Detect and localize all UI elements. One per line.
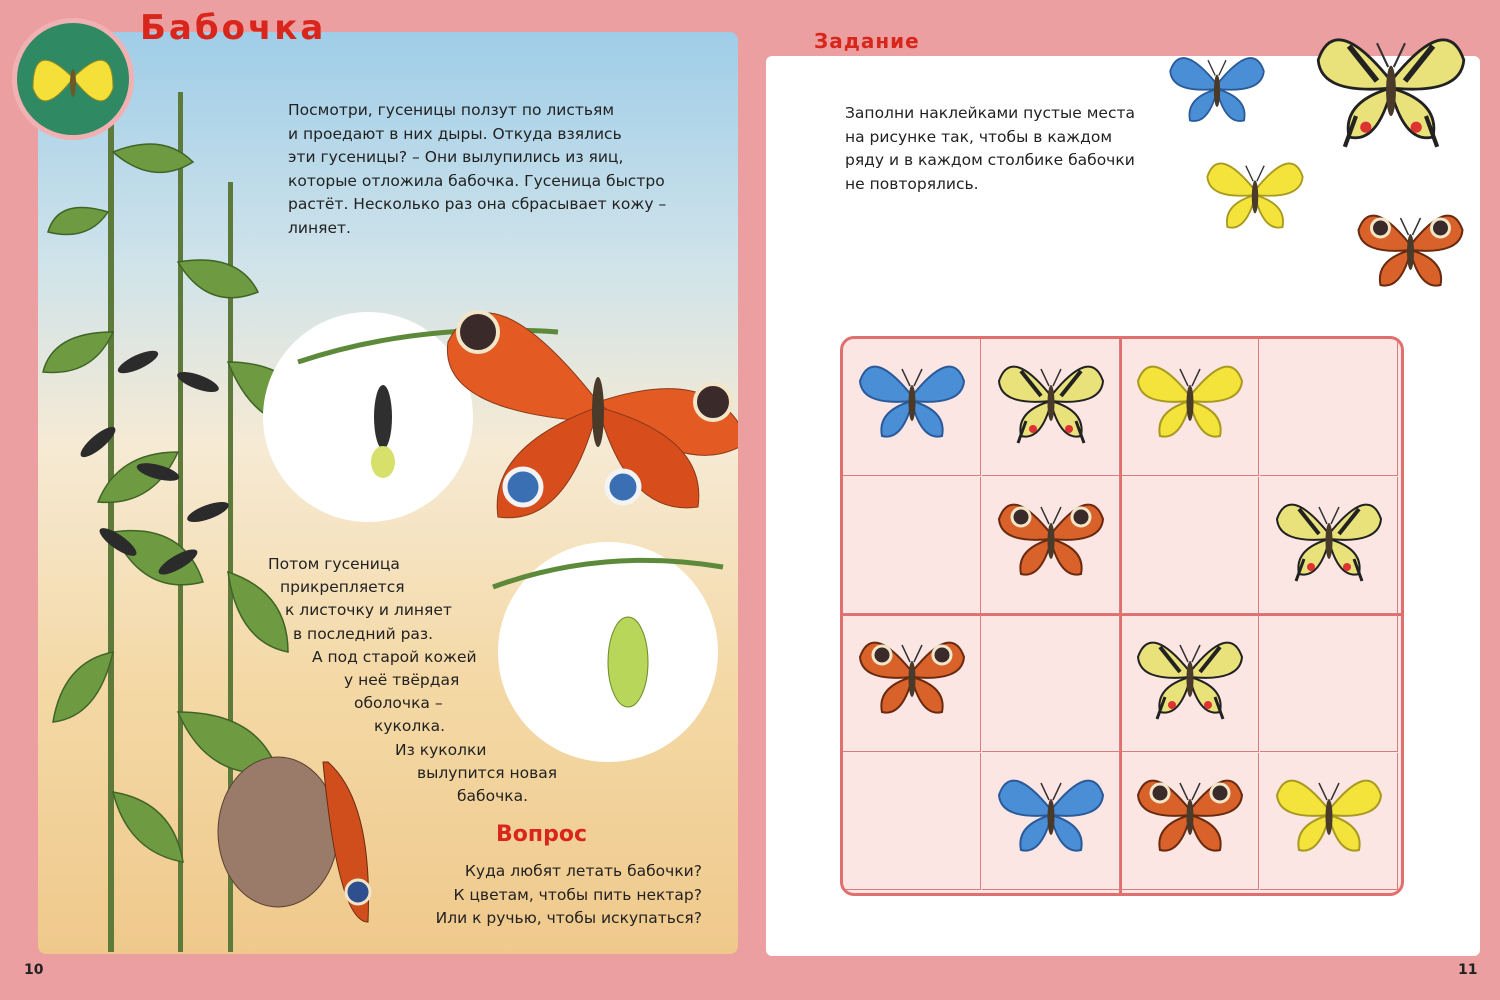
pupa-line: Из куколки xyxy=(395,740,487,759)
legend-butterfly xyxy=(1200,140,1310,254)
swallowtail-butterfly-icon xyxy=(991,351,1111,451)
intro-line: и проедают в них дыры. Откуда взялись xyxy=(288,124,622,143)
intro-line: растёт. Несколько раз она сбрасывает кожу – xyxy=(288,195,667,213)
peacock-butterfly-icon xyxy=(1130,765,1250,865)
pupa-line: вылупится новая xyxy=(417,763,558,782)
swallowtail-butterfly-icon xyxy=(1130,627,1250,727)
question-line: Или к ручью, чтобы искупаться? xyxy=(435,909,702,927)
swallowtail-butterfly-icon xyxy=(1306,18,1476,158)
task-line: не повторялись. xyxy=(845,174,979,193)
grid-cell xyxy=(1121,615,1259,752)
task-heading: Задание xyxy=(814,29,920,53)
grid-cell xyxy=(982,339,1120,476)
task-line: Заполни наклейками пустые места xyxy=(845,104,1135,122)
intro-paragraph xyxy=(288,99,688,240)
grid-cell xyxy=(982,753,1120,890)
yellow-butterfly-icon xyxy=(1269,765,1389,865)
peacock-butterfly-icon xyxy=(1338,200,1483,300)
pupa-line: у неё твёрдая xyxy=(344,671,460,690)
grid-cell xyxy=(1260,477,1398,614)
pupa-line: к листочку и линяет xyxy=(285,601,452,620)
pupa-line: Потом гусеница xyxy=(268,555,400,573)
blue-butterfly-icon xyxy=(991,765,1111,865)
legend-butterfly xyxy=(1338,200,1483,304)
grid-cell-empty[interactable] xyxy=(982,615,1120,752)
question-line: Куда любят летать бабочки? xyxy=(464,862,702,880)
blue-butterfly-icon xyxy=(852,351,972,451)
grid-cell-empty[interactable] xyxy=(1121,477,1259,614)
grid-cell-empty[interactable] xyxy=(843,477,981,614)
question-paragraph xyxy=(412,860,702,931)
intro-line: которые отложила бабочка. Гусеница быстро xyxy=(288,171,665,190)
blue-butterfly-icon xyxy=(1162,44,1272,134)
pupa-line: А под старой кожей xyxy=(312,647,477,666)
peacock-butterfly-icon xyxy=(852,627,972,727)
peacock-butterfly-icon xyxy=(991,489,1111,589)
yellow-butterfly-icon xyxy=(1200,140,1310,250)
yellow-butterfly-icon xyxy=(1130,351,1250,451)
pupa-line: куколка. xyxy=(374,717,446,736)
grid-cell xyxy=(843,615,981,752)
legend-butterfly xyxy=(1306,18,1476,162)
pupa-line: бабочка. xyxy=(457,787,529,806)
page-number-right: 11 xyxy=(1458,962,1478,978)
grid-cell-empty[interactable] xyxy=(843,753,981,890)
pupa-line: оболочка – xyxy=(354,694,443,713)
task-line: ряду и в каждом столбике бабочки xyxy=(845,151,1135,169)
grid-cell xyxy=(1260,753,1398,890)
intro-line: Посмотри, гусеницы ползут по листьям xyxy=(288,101,615,119)
question-line: К цветам, чтобы пить нектар? xyxy=(453,885,702,904)
butterfly-sudoku-grid xyxy=(840,336,1404,896)
task-paragraph xyxy=(845,102,1165,196)
page-title: Бабочка xyxy=(140,8,327,48)
task-line: на рисунке так, чтобы в каждом xyxy=(845,127,1113,146)
butterfly-badge-icon xyxy=(12,18,134,140)
grid-cell-empty[interactable] xyxy=(1260,339,1398,476)
pupa-paragraph xyxy=(260,553,557,808)
grid-cell xyxy=(1121,339,1259,476)
swallowtail-butterfly-icon xyxy=(1269,489,1389,589)
page-number-left: 10 xyxy=(24,962,44,978)
intro-line: линяет. xyxy=(288,218,351,237)
legend-butterfly xyxy=(1162,44,1272,138)
pupa-line: в последний раз. xyxy=(293,624,434,643)
question-heading: Вопрос xyxy=(496,822,587,847)
pupa-line: прикрепляется xyxy=(280,578,405,597)
grid-cell-empty[interactable] xyxy=(1260,615,1398,752)
intro-line: эти гусеницы? – Они вылупились из яиц, xyxy=(288,148,624,166)
grid-cell xyxy=(1121,753,1259,890)
peacock-butterfly-illustration xyxy=(447,312,738,518)
grid-cell xyxy=(982,477,1120,614)
grid-cell xyxy=(843,339,981,476)
